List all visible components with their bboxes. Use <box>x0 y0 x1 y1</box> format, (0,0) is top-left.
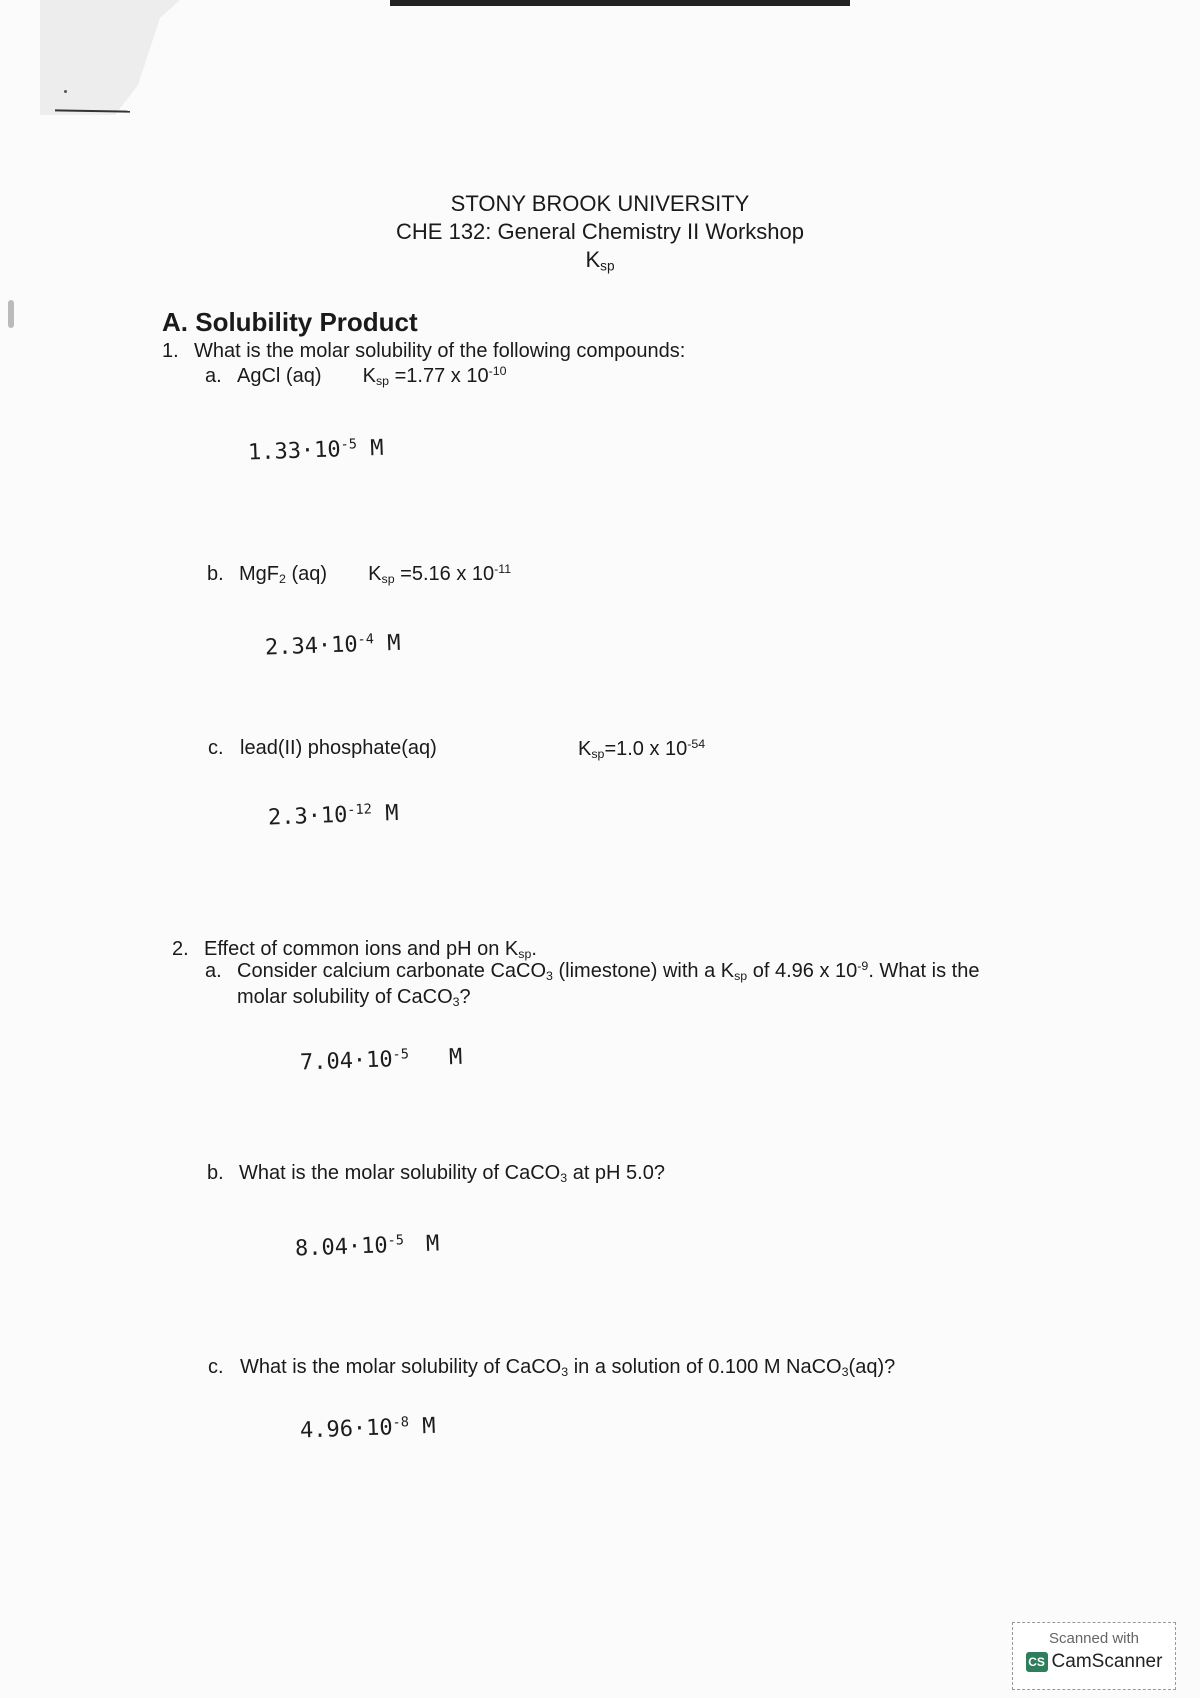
scan-edge-shadow <box>390 0 850 6</box>
paper-fold-shadow <box>40 0 180 115</box>
question-2a-line2: molar solubility of CaCO$_3$? <box>237 986 471 1010</box>
section-title: A. Solubility Product <box>162 307 418 337</box>
question-2b: b. What is the molar solubility of CaCO$_3$ at pH 5.0? <box>207 1162 665 1186</box>
answer-1c: $2.3\cdot 10^{-12}$ M <box>267 800 399 831</box>
question-2a-line1: a. Consider calcium carbonate CaCO$_3$ (limestone) with a $K_{sp}$ of 4.96 x $10^{-9}$. What is the <box>205 959 980 983</box>
university-name: STONY BROOK UNIVERSITY <box>450 191 750 216</box>
question-1c: c. lead(II) phosphate(aq) <box>208 737 437 759</box>
watermark-brand: CS CamScanner <box>1013 1651 1175 1673</box>
answer-1a: $1.33\cdot 10^{-5}$ M <box>247 435 384 466</box>
watermark-caption: Scanned with <box>1048 1630 1140 1647</box>
question-2-prompt: 2. Effect of common ions and pH on $K_{sp}$. <box>172 938 537 962</box>
topic-title: $K_{sp}$ <box>585 247 615 274</box>
ksp-1c: $K_{sp}=1.0$ x $10^{-54}$ <box>578 737 706 761</box>
pen-dot <box>64 90 67 93</box>
scan-smudge <box>8 300 14 328</box>
question-1-prompt: 1. What is the molar solubility of the following compounds: <box>162 340 686 362</box>
camscanner-logo-icon: CS <box>1026 1652 1048 1672</box>
answer-2a: $7.04\cdot 10^{-5}$ M <box>299 1044 463 1076</box>
question-1b: b. MgF$_2$ (aq) $K_{sp} =5.16$ x $10^{-11}$ <box>207 562 512 586</box>
answer-2c: $4.96\cdot 10^{-8}$ M <box>299 1413 436 1444</box>
question-2c: c. What is the molar solubility of CaCO$_3$ in a solution of 0.100 M NaCO$_3$(aq)? <box>208 1356 896 1380</box>
answer-1b: $2.34\cdot 10^{-4}$ M <box>264 630 401 661</box>
question-1a: a. AgCl (aq) $K_{sp} =1.77$ x $10^{-10}$ <box>205 364 507 388</box>
answer-2b: $8.04\cdot 10^{-5}$ M <box>294 1231 440 1262</box>
camscanner-watermark <box>1012 1622 1176 1690</box>
course-title: CHE 132: General Chemistry II Workshop <box>396 219 804 244</box>
